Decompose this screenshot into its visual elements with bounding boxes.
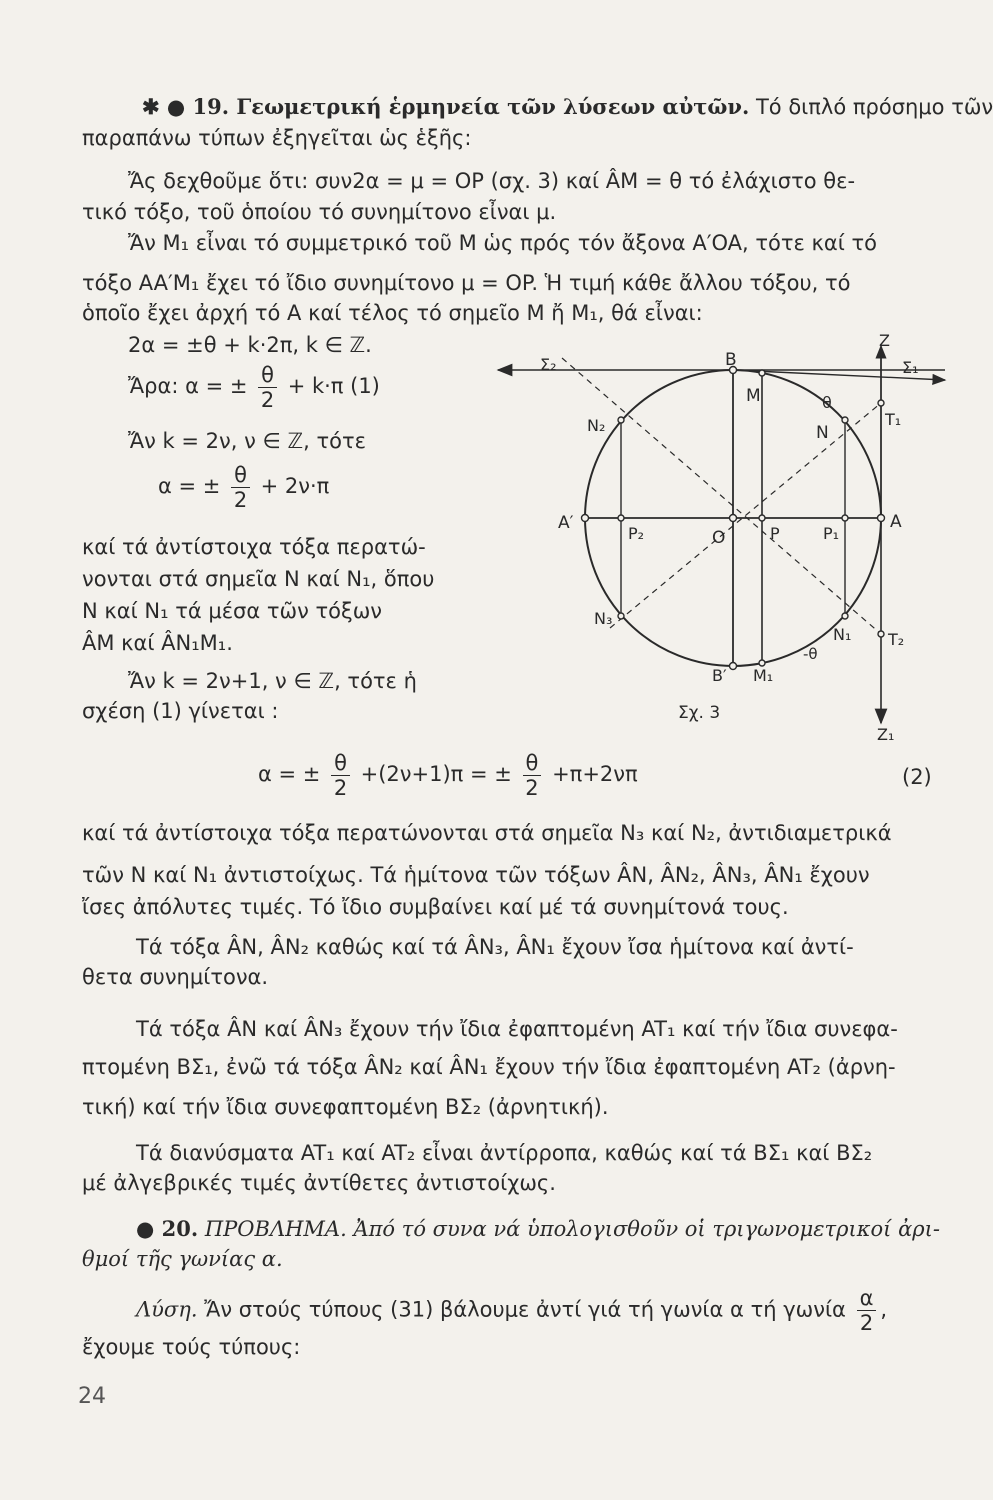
paragraph-2-line-2: θετα συνημίτονα.: [82, 965, 269, 989]
section-20-title: ΠΡΟΒΛΗΜΑ. Ἀπό τό συνα νά ὑπολογισθοῦν οἱ τριγωνομετρικοί ἀρι-: [204, 1217, 940, 1241]
equation-2-right: +π+2νπ: [552, 762, 638, 786]
text-b-line-1: σχέση (1) γίνεται :: [82, 699, 279, 723]
section-19-line-1: [142, 90, 993, 124]
label-m1: M₁: [753, 666, 774, 685]
label-p1: P₁: [823, 524, 840, 543]
equation-1-left: Ἄρα: α = ±: [128, 374, 248, 398]
fraction-numerator: α: [857, 1286, 877, 1311]
equation-even-left: α = ±: [158, 474, 221, 498]
text-a-line-4: ÂM καί ÂN₁M₁.: [82, 631, 233, 655]
section-20-number: ● 20.: [136, 1216, 199, 1241]
equation-2a: 2α = ±θ + k·2π, k ∈ ℤ.: [128, 333, 372, 357]
fraction-numerator: θ: [231, 463, 250, 488]
section-20-heading: [136, 1212, 940, 1246]
label-t2: T₂: [888, 630, 905, 649]
section-19-line-4: τικό τόξο, τοῦ ὁποίου τό συνημίτονο εἶναι μ.: [82, 200, 557, 224]
section-19-line-7: ὁποῖο ἔχει ἀρχή τό A καί τέλος τό σημεῖο M ἤ M₁, θά εἶναι:: [82, 301, 703, 325]
section-19-line-2: παραπάνω τύπων ἐξηγεῖται ὡς ἑξῆς:: [82, 126, 472, 150]
section-19-line-3: Ἄς δεχθοῦμε ὅτι: συν2α = μ = OP (σχ. 3) καί ÂM = θ τό ἐλάχιστο θε-: [128, 169, 856, 193]
text-a-line-3: N καί N₁ τά μέσα τῶν τόξων: [82, 599, 383, 623]
equation-even-right: + 2ν·π: [260, 474, 330, 498]
label-z: Z: [879, 331, 890, 350]
figure-caption: Σχ. 3: [678, 703, 721, 723]
condition-k-even: Ἄν k = 2ν, ν ∈ ℤ, τότε: [128, 429, 366, 453]
label-minus-theta: -θ: [803, 645, 818, 663]
solution-comma: ,: [880, 1297, 888, 1322]
solution-label: Λύση.: [136, 1297, 198, 1322]
text-a-line-2: νονται στά σημεῖα N καί N₁, ὅπου: [82, 567, 435, 591]
text-a-line-1: καί τά ἀντίστοιχα τόξα περατώ-: [82, 535, 426, 559]
label-t1: T₁: [885, 410, 902, 429]
paragraph-1-line-3: ἴσες ἀπόλυτες τιμές. Τό ἴδιο συμβαίνει καί μέ τά συνημίτονά τους.: [82, 895, 789, 919]
solution-line: [136, 1286, 887, 1335]
fraction-denominator: 2: [333, 775, 348, 800]
equation-1-right: + k·π (1): [287, 374, 380, 398]
paragraph-2-line-1: Τά τόξα ÂN, ÂN₂ καθώς καί τά ÂN₃, ÂN₁ ἔχουν ἴσα ἡμίτονα καί ἀντί-: [136, 935, 854, 959]
paragraph-4-line-1: Τά διανύσματα AT₁ καί AT₂ εἶναι ἀντίρροπα, καθώς καί τά BΣ₁ καί BΣ₂: [136, 1141, 873, 1165]
equation-even: [158, 462, 329, 512]
equation-2-tag: (2): [902, 765, 932, 789]
section-19-line-1-text: Τό διπλό πρόσημο τῶν: [755, 95, 993, 119]
label-p: P: [770, 524, 780, 543]
paragraph-3-line-1: Τά τόξα ÂN καί ÂN₃ ἔχουν τήν ἴδια ἐφαπτομένη AT₁ καί τήν ἴδια συνεφα-: [136, 1017, 898, 1041]
label-a: A: [890, 512, 902, 532]
paragraph-1-line-2: τῶν N καί N₁ ἀντιστοίχως. Τά ἡμίτονα τῶν τόξων ÂN, ÂN₂, ÂN₃, ÂN₁ ἔχουν: [82, 863, 870, 887]
fraction-denominator: 2: [859, 1311, 874, 1335]
label-theta: θ: [822, 393, 832, 412]
theta-over-2-fraction: [231, 463, 250, 512]
theta-over-2-fraction: [258, 363, 277, 412]
fraction-denominator: 2: [233, 487, 248, 512]
equation-1: [128, 362, 380, 412]
fraction-numerator: θ: [523, 751, 542, 776]
section-20-last-line: ἔχουμε τούς τύπους:: [82, 1335, 301, 1359]
section-19-line-6: τόξο AA′M₁ ἔχει τό ἴδιο συνημίτονο μ = OP. Ἡ τιμή κάθε ἄλλου τόξου, τό: [82, 271, 851, 295]
paragraph-3-line-2: πτομένη BΣ₁, ἐνῶ τά τόξα ÂN₂ καί ÂN₁ ἔχουν τήν ἴδια ἐφαπτομένη AT₂ (ἀρνη-: [82, 1055, 896, 1079]
paragraph-1-line-1: καί τά ἀντίστοιχα τόξα περατώνονται στά σημεῖα N₃ καί N₂, ἀντιδιαμετρικά: [82, 821, 892, 845]
theta-over-2-fraction: [331, 751, 350, 800]
paragraph-3-line-3: τική) καί τήν ἴδια συνεφαπτομένη BΣ₂ (ἀρνητική).: [82, 1095, 609, 1119]
fraction-denominator: 2: [260, 387, 275, 412]
section-20-heading-line-2: θμοί τῆς γωνίας α.: [82, 1247, 283, 1271]
diagonal-n2-t2: [562, 358, 881, 634]
condition-k-odd: Ἄν k = 2ν+1, ν ∈ ℤ, τότε ἡ: [128, 669, 417, 693]
solution-text: Ἄν στούς τύπους (31) βάλουμε ἀντί γιά τή γωνία α τή γωνία: [204, 1297, 846, 1322]
label-sigma2: Σ₂: [540, 355, 557, 374]
label-n: N: [816, 423, 829, 443]
section-19-line-5: Ἄν M₁ εἶναι τό συμμετρικό τοῦ M ὡς πρός τόν ἄξονα A′OA, τότε καί τό: [128, 231, 877, 255]
label-z1: Z₁: [877, 725, 895, 744]
figure-unit-circle: [490, 328, 960, 748]
label-a-prime: A′: [558, 513, 574, 533]
equation-2: [258, 748, 638, 800]
label-b-prime: B′: [712, 666, 727, 685]
diagonal-n3-t1: [610, 403, 881, 628]
equation-2-left: α = ±: [258, 762, 321, 786]
fraction-numerator: θ: [258, 363, 277, 388]
paragraph-4-line-2: μέ ἀλγεβρικές τιμές ἀντίθετες ἀντιστοίχως.: [82, 1171, 556, 1195]
label-n2: N₂: [587, 416, 606, 435]
fraction-denominator: 2: [525, 775, 539, 800]
label-m: M: [746, 386, 761, 406]
label-n1: N₁: [833, 625, 852, 644]
alpha-over-2-fraction: [857, 1286, 877, 1335]
page-number: 24: [78, 1384, 106, 1409]
label-b: B: [725, 350, 737, 370]
theta-over-2-fraction: [523, 751, 542, 800]
label-o: O: [712, 528, 726, 548]
label-p2: P₂: [628, 524, 645, 543]
label-sigma1: Σ₁: [902, 358, 919, 377]
equation-2-middle: +(2ν+1)π = ±: [360, 762, 512, 786]
label-n3: N₃: [594, 609, 613, 628]
section-19-heading: ✱ ● 19. Γεωμετρική ἑρμηνεία τῶν λύσεων αὐτῶν.: [142, 94, 750, 119]
fraction-numerator: θ: [331, 751, 350, 776]
